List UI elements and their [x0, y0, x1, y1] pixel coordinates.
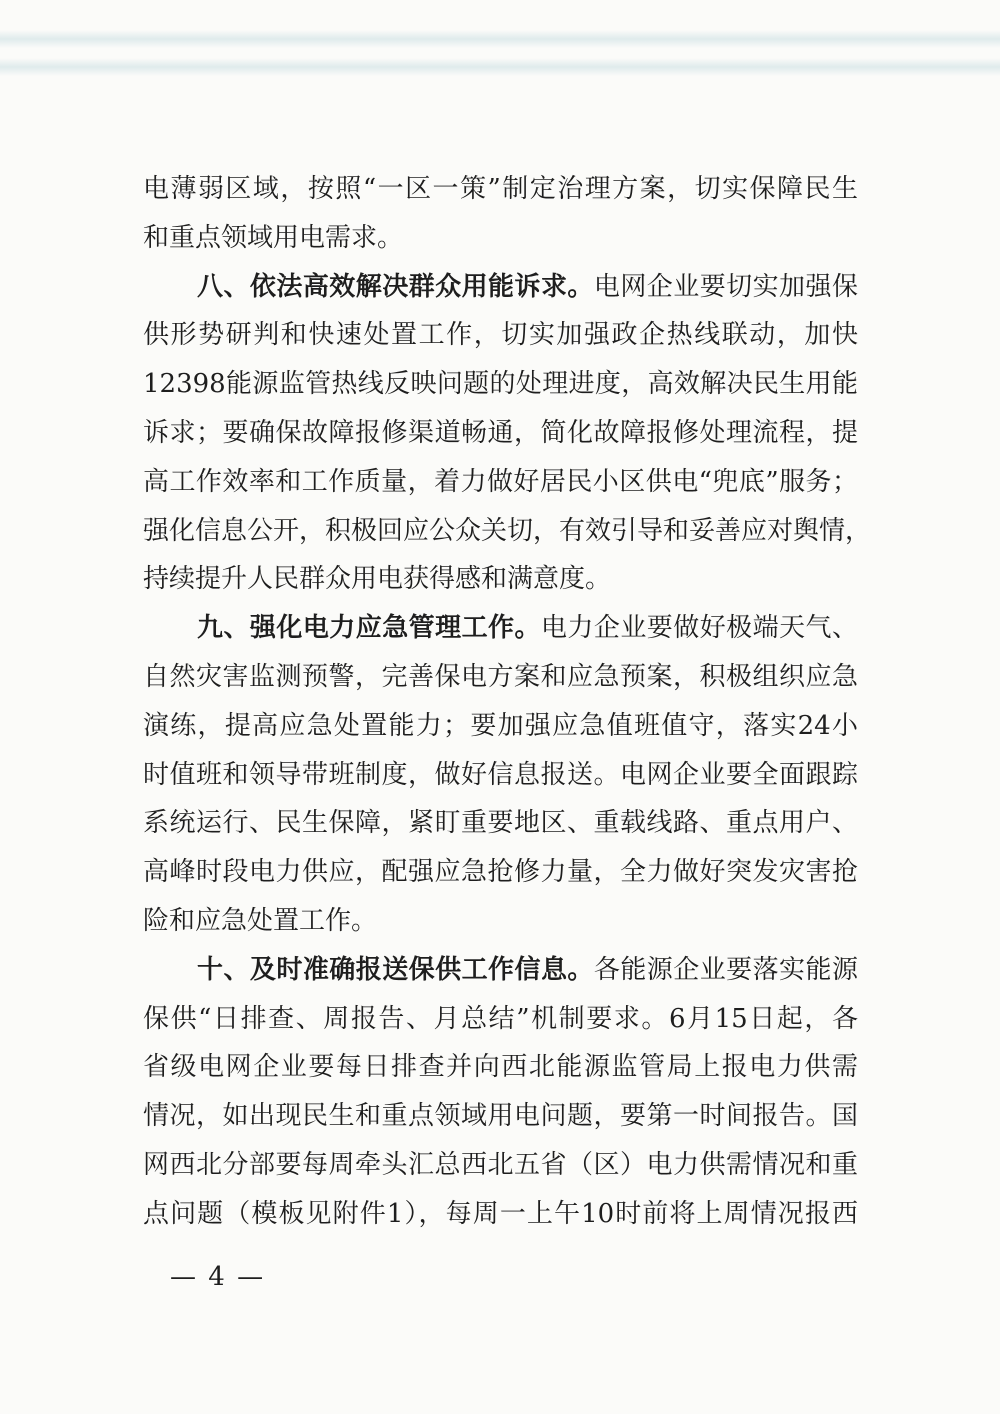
text-line: 自然灾害监测预警，完善保电方案和应急预案，积极组织应急 — [143, 661, 858, 692]
section-heading-10: 十、及时准确报送保供工作信息。 — [197, 954, 594, 985]
text-line: 高峰时段电力供应，配强应急抢修力量，全力做好突发灾害抢 — [143, 857, 858, 888]
text-line: 12398能源监管热线反映问题的处理进度，高效解决民生用能 — [143, 369, 858, 400]
page-number: — 4 — — [170, 1262, 266, 1292]
text-run: 电网企业要切实加强保 — [593, 271, 858, 302]
text-line: 供形势研判和快速处置工作，切实加强政企热线联动，加快 — [143, 320, 858, 351]
section-heading-9: 九、强化电力应急管理工作。 — [197, 613, 541, 644]
text-line: 保供“日排查、周报告、月总结”机制要求。6月15日起，各 — [143, 1003, 858, 1034]
text-line — [143, 263, 858, 312]
text-line: 情况，如出现民生和重点领域用电问题，要第一时间报告。国 — [143, 1101, 858, 1132]
paragraph-continued — [143, 165, 858, 263]
text-line: 演练，提高应急处置能力；要加强应急值班值守，落实24小 — [143, 710, 858, 741]
section-heading-8: 八、依法高效解决群众用能诉求。 — [197, 271, 594, 302]
text-line: 高工作效率和工作质量，着力做好居民小区供电“兜底”服务； — [143, 466, 858, 497]
text-line: 强化信息公开，积极回应公众关切，有效引导和妥善应对舆情， — [143, 515, 872, 546]
text-line: 电薄弱区域，按照“一区一策”制定治理方案，切实保障民生 — [143, 174, 858, 204]
document-body — [143, 165, 872, 1239]
text-line: 系统运行、民生保障，紧盯重要地区、重载线路、重点用户、 — [143, 808, 858, 839]
text-line — [143, 946, 858, 995]
text-run: 电力企业要做好极端天气、 — [540, 613, 858, 644]
text-line: 时值班和领导带班制度，做好信息报送。电网企业要全面跟踪 — [143, 759, 858, 790]
text-line: 省级电网企业要每日排查并向西北能源监管局上报电力供需 — [143, 1052, 858, 1083]
text-line: 点问题（模板见附件1），每周一上午10时前将上周情况报西 — [143, 1198, 858, 1229]
scan-artifact-band — [0, 58, 1000, 76]
text-run: 各能源企业要落实能源 — [593, 954, 858, 985]
text-line: 险和应急处置工作。 — [143, 905, 378, 936]
paragraph-section-10 — [143, 946, 858, 1239]
text-line: 持续提升人民群众用电获得感和满意度。 — [143, 564, 612, 595]
text-line: 诉求；要确保故障报修渠道畅通，简化故障报修处理流程，提 — [143, 417, 858, 448]
text-line — [143, 604, 858, 653]
scan-artifact-band — [0, 30, 1000, 48]
text-line: 网西北分部要每周牵头汇总西北五省（区）电力供需情况和重 — [143, 1149, 858, 1180]
text-line: 和重点领域用电需求。 — [143, 222, 404, 253]
paragraph-section-8 — [143, 263, 872, 605]
paragraph-section-9 — [143, 604, 858, 946]
